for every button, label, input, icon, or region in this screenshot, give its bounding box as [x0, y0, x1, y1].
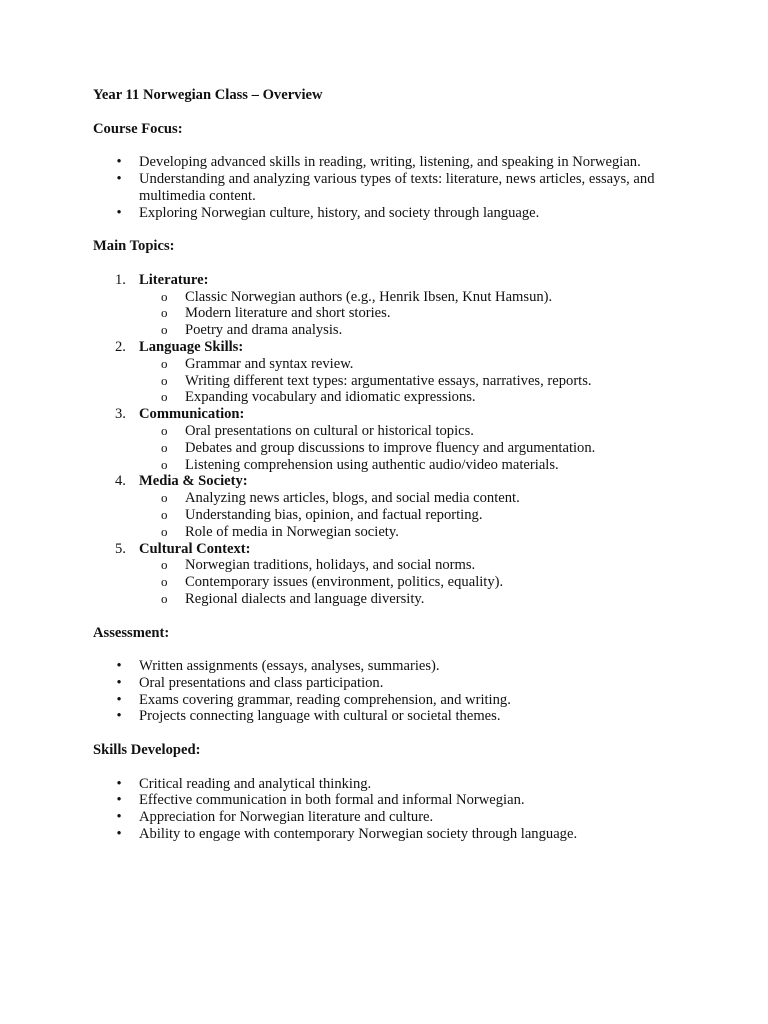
course-focus-list	[93, 154, 693, 221]
bullet-icon: •	[116, 691, 122, 708]
list-item	[93, 675, 693, 692]
circle-bullet-icon: o	[161, 372, 168, 388]
circle-bullet-icon: o	[161, 557, 168, 573]
list-item-text: Written assignments (essays, analyses, summaries).	[139, 658, 440, 675]
topic-subitems	[139, 423, 693, 473]
sub-item-text: Poetry and drama analysis.	[185, 322, 343, 339]
topic-label: Literature:	[139, 271, 209, 288]
sub-item-text: Expanding vocabulary and idiomatic expressions.	[185, 389, 476, 406]
topic-subitems	[139, 557, 693, 607]
topic-number: 2.	[115, 338, 126, 355]
circle-bullet-icon: o	[161, 322, 168, 338]
list-item-text: Exams covering grammar, reading comprehension, and writing.	[139, 691, 511, 708]
circle-bullet-icon: o	[161, 389, 168, 405]
sub-item	[139, 524, 693, 541]
sub-item	[139, 356, 693, 373]
list-item-text: Understanding and analyzing various types of texts: literature, news articles, essays, and multimedia content.	[139, 170, 655, 204]
topic-number: 5.	[115, 540, 126, 557]
skills-developed-heading: Skills Developed:	[93, 742, 201, 759]
bullet-icon: •	[116, 826, 122, 843]
list-item	[93, 776, 693, 793]
sub-item-text: Understanding bias, opinion, and factual reporting.	[185, 506, 483, 523]
topic-label: Media & Society:	[139, 473, 248, 490]
sub-item	[139, 507, 693, 524]
bullet-icon: •	[116, 674, 122, 691]
circle-bullet-icon: o	[161, 590, 168, 606]
topic-item	[93, 339, 693, 406]
sub-item-text: Classic Norwegian authors (e.g., Henrik Ibsen, Knut Hamsun).	[185, 288, 553, 305]
topic-number: 4.	[115, 473, 126, 490]
sub-item-text: Norwegian traditions, holidays, and social norms.	[185, 557, 476, 574]
circle-bullet-icon: o	[161, 456, 168, 472]
topic-label: Communication:	[139, 406, 245, 423]
list-item	[93, 826, 693, 843]
list-item	[93, 809, 693, 826]
list-item	[93, 708, 693, 725]
circle-bullet-icon: o	[161, 523, 168, 539]
topic-item	[93, 473, 693, 540]
bullet-icon: •	[116, 658, 122, 675]
main-topics-heading: Main Topics:	[93, 238, 175, 255]
sub-item	[139, 440, 693, 457]
assessment-heading: Assessment:	[93, 624, 170, 641]
list-item	[93, 171, 693, 205]
skills-developed-list	[93, 776, 693, 843]
sub-item-text: Modern literature and short stories.	[185, 305, 391, 322]
sub-item-text: Oral presentations on cultural or historical topics.	[185, 422, 474, 439]
bullet-icon: •	[116, 775, 122, 792]
topic-label: Cultural Context:	[139, 540, 251, 557]
list-item-text: Ability to engage with contemporary Norwegian society through language.	[139, 826, 578, 843]
list-item-text: Appreciation for Norwegian literature and culture.	[139, 809, 434, 826]
sub-item	[139, 322, 693, 339]
circle-bullet-icon: o	[161, 490, 168, 506]
sub-item-text: Role of media in Norwegian society.	[185, 523, 399, 540]
bullet-icon: •	[116, 204, 122, 221]
list-item	[93, 792, 693, 809]
document-body	[93, 87, 693, 843]
sub-item-text: Contemporary issues (environment, politics, equality).	[185, 574, 504, 591]
list-item-text: Critical reading and analytical thinking.	[139, 775, 372, 792]
course-focus-heading: Course Focus:	[93, 120, 183, 137]
list-item-text: Exploring Norwegian culture, history, and society through language.	[139, 204, 540, 221]
circle-bullet-icon: o	[161, 574, 168, 590]
sub-item	[139, 574, 693, 591]
bullet-icon: •	[116, 809, 122, 826]
topic-subitems	[139, 289, 693, 339]
sub-item	[139, 591, 693, 608]
assessment-list	[93, 658, 693, 725]
bullet-icon: •	[116, 170, 122, 187]
sub-item-text: Grammar and syntax review.	[185, 355, 354, 372]
sub-item	[139, 289, 693, 306]
sub-item	[139, 557, 693, 574]
circle-bullet-icon: o	[161, 439, 168, 455]
list-item-text: Developing advanced skills in reading, writing, listening, and speaking in Norwegian.	[139, 154, 641, 171]
circle-bullet-icon: o	[161, 506, 168, 522]
circle-bullet-icon: o	[161, 422, 168, 438]
circle-bullet-icon: o	[161, 355, 168, 371]
topic-item	[93, 406, 693, 473]
topic-subitems	[139, 490, 693, 540]
sub-item	[139, 423, 693, 440]
sub-item	[139, 389, 693, 406]
list-item	[93, 205, 693, 222]
topic-label: Language Skills:	[139, 338, 244, 355]
topic-item	[93, 272, 693, 339]
sub-item	[139, 490, 693, 507]
sub-item	[139, 457, 693, 474]
topic-subitems	[139, 356, 693, 406]
list-item-text: Projects connecting language with cultural or societal themes.	[139, 708, 501, 725]
sub-item	[139, 373, 693, 390]
sub-item-text: Regional dialects and language diversity.	[185, 590, 425, 607]
sub-item-text: Listening comprehension using authentic audio/video materials.	[185, 456, 559, 473]
list-item-text: Oral presentations and class participation.	[139, 674, 384, 691]
sub-item-text: Analyzing news articles, blogs, and social media content.	[185, 490, 520, 507]
circle-bullet-icon: o	[161, 305, 168, 321]
list-item	[93, 692, 693, 709]
topic-number: 1.	[115, 271, 126, 288]
sub-item-text: Writing different text types: argumentative essays, narratives, reports.	[185, 372, 592, 389]
sub-item	[139, 305, 693, 322]
topic-number: 3.	[115, 406, 126, 423]
bullet-icon: •	[116, 708, 122, 725]
bullet-icon: •	[116, 792, 122, 809]
main-topics-list	[93, 272, 693, 608]
circle-bullet-icon: o	[161, 288, 168, 304]
list-item	[93, 154, 693, 171]
topic-item	[93, 541, 693, 608]
list-item	[93, 658, 693, 675]
list-item-text: Effective communication in both formal and informal Norwegian.	[139, 792, 525, 809]
bullet-icon: •	[116, 154, 122, 171]
document-title: Year 11 Norwegian Class – Overview	[93, 87, 323, 103]
sub-item-text: Debates and group discussions to improve fluency and argumentation.	[185, 439, 596, 456]
